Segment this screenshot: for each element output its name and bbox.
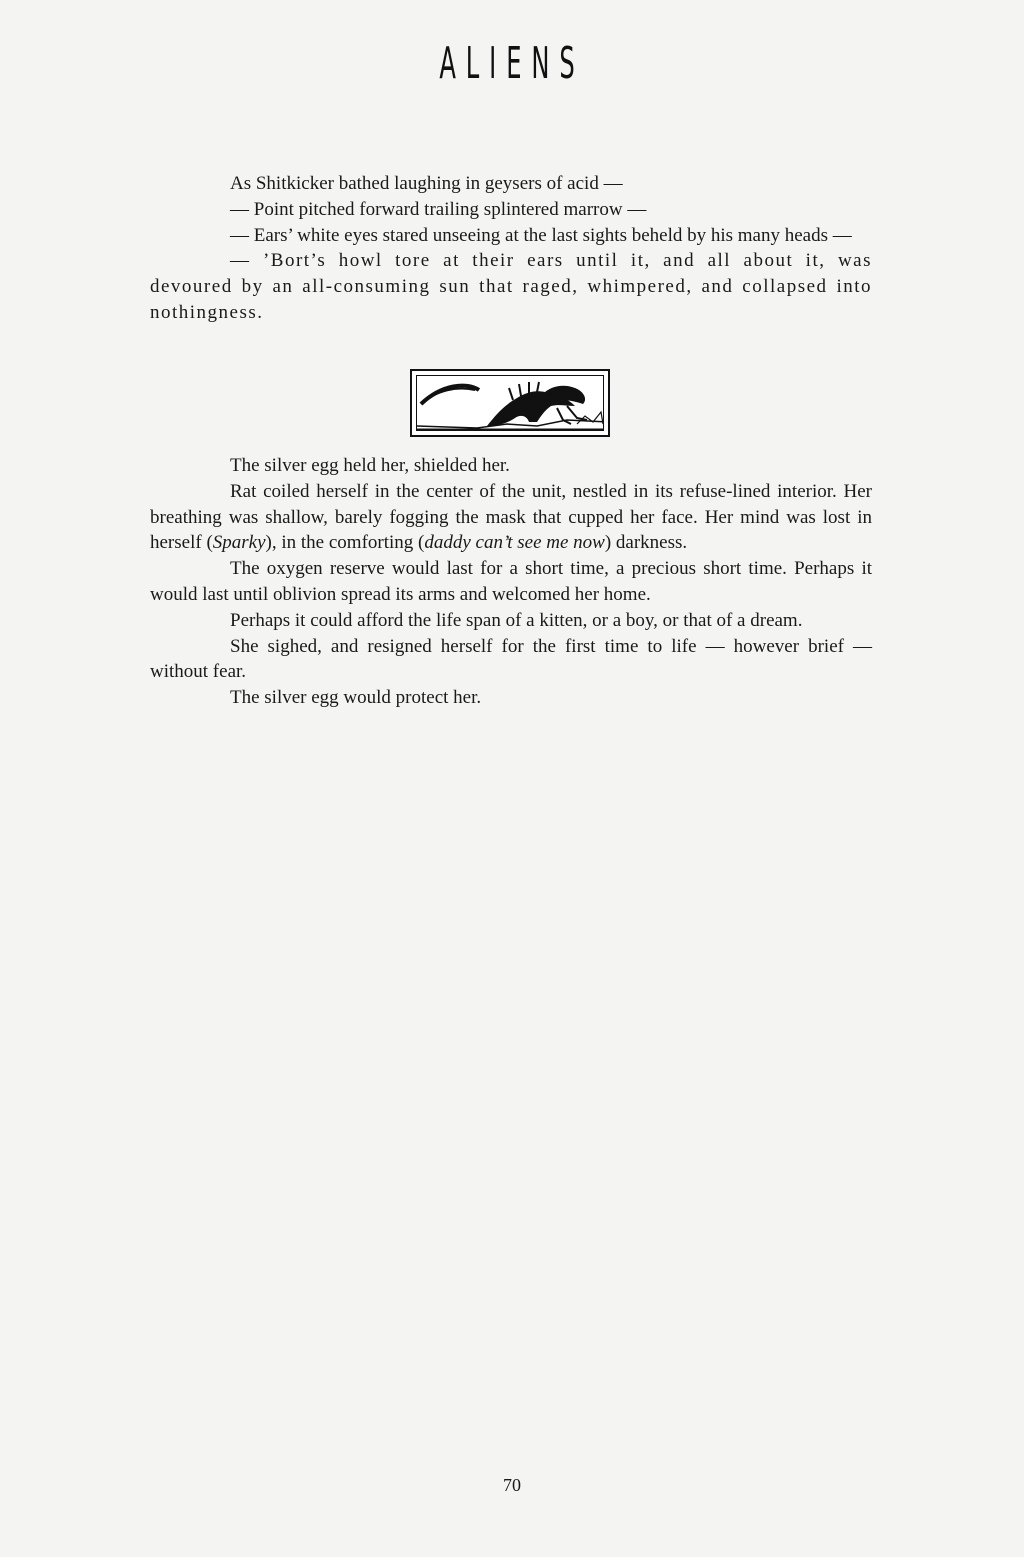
paragraph: Perhaps it could afford the life span of a kitten, or a boy, or that of a dream. xyxy=(230,609,803,631)
aliens-logo: ALIENS xyxy=(439,38,585,89)
paragraph-text: ), in the comforting ( xyxy=(265,532,425,554)
text-section-1 xyxy=(150,171,872,326)
paragraph xyxy=(150,479,872,556)
page-number: 70 xyxy=(503,1475,521,1495)
italic-text: Sparky xyxy=(212,532,266,554)
section-break-emblem xyxy=(410,369,610,437)
italic-text: daddy can’t see me now xyxy=(424,532,605,554)
paragraph: The silver egg held her, shielded her. xyxy=(230,455,510,476)
paragraph-text: ) darkness. xyxy=(604,532,688,554)
paragraph: — Point pitched forward trailing splintered marrow — xyxy=(230,198,647,220)
paragraph: She sighed, and resigned herself for the first time to life — however brief — without fear. xyxy=(150,635,872,683)
paragraph: The silver egg would protect her. xyxy=(230,687,482,709)
text-section-2 xyxy=(150,453,872,711)
paragraph: As Shitkicker bathed laughing in geysers of acid — xyxy=(230,173,623,194)
paragraph-text: Rat coiled herself in the center of the unit, nestled in its refuse-lined interior. Her breathing was shallow, barely fogging the mask that cupped her face. Her mind was lost in herself ( xyxy=(150,480,872,554)
paragraph: The oxygen reserve would last for a short time, a precious short time. Perhaps it would last until oblivion spread its arms and welcomed her home. xyxy=(150,558,872,605)
paragraph: — ’Bort’s howl tore at their ears until it, and all about it, was devoured by an all-consuming sun that raged, whimpered, and collapsed into nothingness. xyxy=(150,250,872,323)
alien-creature-icon xyxy=(416,375,604,431)
paragraph: — Ears’ white eyes stared unseeing at the last sights beheld by his many heads — xyxy=(230,224,852,246)
